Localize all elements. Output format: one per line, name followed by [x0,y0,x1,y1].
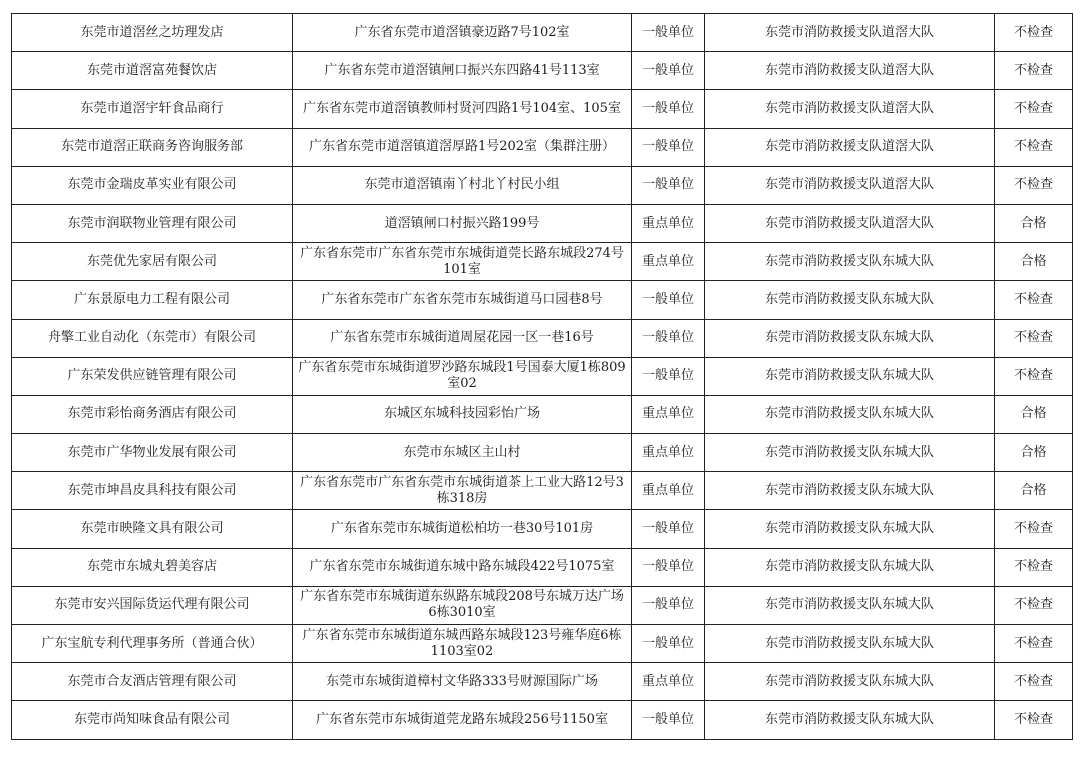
inspection-result-cell: 合格 [995,204,1073,242]
inspection-result-cell: 不检查 [995,701,1073,739]
table-row [12,243,1073,281]
inspection-result-cell: 不检查 [995,281,1073,319]
inspection-result-cell: 不检查 [995,14,1073,52]
fire-brigade-cell: 东莞市消防救援支队道滘大队 [705,52,995,90]
company-name-cell: 广东宝航专利代理事务所（普通合伙） [12,625,293,663]
fire-brigade-cell: 东莞市消防救援支队东城大队 [705,434,995,472]
inspection-result-cell: 合格 [995,472,1073,510]
unit-type-cell: 一般单位 [632,319,705,357]
company-name-cell: 东莞市道滘丝之坊理发店 [12,14,293,52]
fire-brigade-cell: 东莞市消防救援支队东城大队 [705,586,995,624]
fire-brigade-cell: 东莞市消防救援支队东城大队 [705,281,995,319]
company-name-cell: 东莞市安兴国际货运代理有限公司 [12,586,293,624]
address-cell: 广东省东莞市广东省东莞市东城街道莞长路东城段274号101室 [293,243,632,281]
fire-brigade-cell: 东莞市消防救援支队东城大队 [705,548,995,586]
fire-brigade-cell: 东莞市消防救援支队道滘大队 [705,166,995,204]
company-name-cell: 舟擎工业自动化（东莞市）有限公司 [12,319,293,357]
unit-type-cell: 重点单位 [632,663,705,701]
unit-type-cell: 一般单位 [632,510,705,548]
table-row [12,14,1073,52]
fire-brigade-cell: 东莞市消防救援支队东城大队 [705,243,995,281]
address-cell: 广东省东莞市广东省东莞市东城街道马口园巷8号 [293,281,632,319]
table-row [12,586,1073,624]
address-cell: 广东省东莞市东城街道东城西路东城段123号雍华庭6栋1103室02 [293,625,632,663]
table-row [12,701,1073,739]
address-cell: 广东省东莞市道滘镇教师村贤河四路1号104室、105室 [293,90,632,128]
fire-brigade-cell: 东莞市消防救援支队道滘大队 [705,128,995,166]
company-name-cell: 东莞市道滘正联商务咨询服务部 [12,128,293,166]
inspection-result-cell: 不检查 [995,357,1073,395]
table-row [12,625,1073,663]
inspection-result-cell: 不检查 [995,52,1073,90]
fire-brigade-cell: 东莞市消防救援支队道滘大队 [705,90,995,128]
unit-type-cell: 一般单位 [632,701,705,739]
inspection-result-cell: 不检查 [995,625,1073,663]
fire-brigade-cell: 东莞市消防救援支队道滘大队 [705,204,995,242]
inspection-result-cell: 不检查 [995,548,1073,586]
fire-brigade-cell: 东莞市消防救援支队东城大队 [705,663,995,701]
company-name-cell: 东莞市东城丸碧美容店 [12,548,293,586]
table-row [12,90,1073,128]
company-name-cell: 东莞市广华物业发展有限公司 [12,434,293,472]
address-cell: 广东省东莞市东城街道莞龙路东城段256号1150室 [293,701,632,739]
table-row [12,204,1073,242]
table-row [12,472,1073,510]
company-name-cell: 东莞市道滘富苑餐饮店 [12,52,293,90]
company-name-cell: 东莞市彩怡商务酒店有限公司 [12,395,293,433]
inspection-result-cell: 不检查 [995,166,1073,204]
inspection-result-cell: 不检查 [995,128,1073,166]
company-name-cell: 东莞市道滘宇轩食品商行 [12,90,293,128]
fire-brigade-cell: 东莞市消防救援支队道滘大队 [705,14,995,52]
table-row [12,357,1073,395]
company-name-cell: 广东荣发供应链管理有限公司 [12,357,293,395]
table-row [12,395,1073,433]
inspection-result-cell: 合格 [995,434,1073,472]
fire-brigade-cell: 东莞市消防救援支队东城大队 [705,319,995,357]
inspection-result-cell: 不检查 [995,90,1073,128]
address-cell: 东莞市东城街道樟村文华路333号财源国际广场 [293,663,632,701]
unit-type-cell: 一般单位 [632,128,705,166]
address-cell: 广东省东莞市东城街道周屋花园一区一巷16号 [293,319,632,357]
fire-brigade-cell: 东莞市消防救援支队东城大队 [705,472,995,510]
table-row [12,548,1073,586]
company-name-cell: 东莞市坤昌皮具科技有限公司 [12,472,293,510]
company-name-cell: 东莞市尚知味食品有限公司 [12,701,293,739]
address-cell: 广东省东莞市道滘镇闸口振兴东四路41号113室 [293,52,632,90]
table-row [12,319,1073,357]
company-name-cell: 东莞市映隆文具有限公司 [12,510,293,548]
table-row [12,281,1073,319]
company-name-cell: 东莞优先家居有限公司 [12,243,293,281]
inspection-result-cell: 不检查 [995,663,1073,701]
inspection-table [11,13,1073,740]
unit-type-cell: 重点单位 [632,243,705,281]
inspection-result-cell: 合格 [995,243,1073,281]
table-row [12,128,1073,166]
address-cell: 广东省东莞市道滘镇豪迈路7号102室 [293,14,632,52]
address-cell: 广东省东莞市东城街道东纵路东城段208号东城万达广场6栋3010室 [293,586,632,624]
unit-type-cell: 一般单位 [632,357,705,395]
address-cell: 道滘镇闸口村振兴路199号 [293,204,632,242]
fire-brigade-cell: 东莞市消防救援支队东城大队 [705,625,995,663]
inspection-result-cell: 不检查 [995,319,1073,357]
company-name-cell: 东莞市合友酒店管理有限公司 [12,663,293,701]
unit-type-cell: 一般单位 [632,90,705,128]
fire-brigade-cell: 东莞市消防救援支队东城大队 [705,510,995,548]
unit-type-cell: 重点单位 [632,395,705,433]
table-row [12,166,1073,204]
address-cell: 广东省东莞市道滘镇道滘厚路1号202室（集群注册） [293,128,632,166]
unit-type-cell: 一般单位 [632,586,705,624]
fire-brigade-cell: 东莞市消防救援支队东城大队 [705,701,995,739]
unit-type-cell: 重点单位 [632,204,705,242]
fire-brigade-cell: 东莞市消防救援支队东城大队 [705,357,995,395]
address-cell: 东莞市道滘镇南丫村北丫村民小组 [293,166,632,204]
table-row [12,663,1073,701]
inspection-result-cell: 不检查 [995,586,1073,624]
unit-type-cell: 重点单位 [632,434,705,472]
company-name-cell: 东莞市润联物业管理有限公司 [12,204,293,242]
address-cell: 广东省东莞市东城街道松柏坊一巷30号101房 [293,510,632,548]
unit-type-cell: 一般单位 [632,166,705,204]
unit-type-cell: 一般单位 [632,548,705,586]
table-body [12,14,1073,740]
fire-brigade-cell: 东莞市消防救援支队东城大队 [705,395,995,433]
unit-type-cell: 一般单位 [632,14,705,52]
unit-type-cell: 重点单位 [632,472,705,510]
unit-type-cell: 一般单位 [632,281,705,319]
table-row [12,510,1073,548]
unit-type-cell: 一般单位 [632,625,705,663]
address-cell: 广东省东莞市东城街道罗沙路东城段1号国泰大厦1栋809室02 [293,357,632,395]
company-name-cell: 广东景原电力工程有限公司 [12,281,293,319]
unit-type-cell: 一般单位 [632,52,705,90]
address-cell: 东城区东城科技园彩怡广场 [293,395,632,433]
inspection-result-cell: 合格 [995,395,1073,433]
address-cell: 广东省东莞市广东省东莞市东城街道茶上工业大路12号3栋318房 [293,472,632,510]
address-cell: 东莞市东城区主山村 [293,434,632,472]
table-row [12,52,1073,90]
company-name-cell: 东莞市金瑞皮革实业有限公司 [12,166,293,204]
inspection-result-cell: 不检查 [995,510,1073,548]
address-cell: 广东省东莞市东城街道东城中路东城段422号1075室 [293,548,632,586]
table-row [12,434,1073,472]
